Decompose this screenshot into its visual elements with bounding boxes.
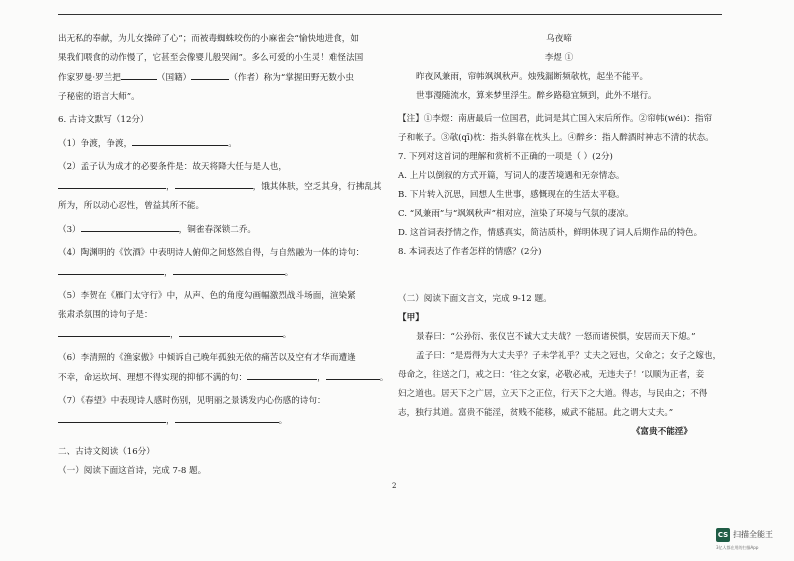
poem-title: 乌夜啼 xyxy=(546,34,572,44)
page-number: 2 xyxy=(392,482,397,490)
section-2-part-2: （二）阅读下面文言文，完成 9-12 题。 xyxy=(398,294,552,304)
poem-author: 李煜 ① xyxy=(544,53,574,63)
q6-6-prompt: 不幸，命运坎坷、理想不得实现的抑郁不满的句： xyxy=(58,373,248,383)
q6-1-end: 。 xyxy=(228,139,237,149)
q6-3-end: ，铜雀春深锁二乔。 xyxy=(178,225,257,235)
q6-2-rest: ，饿其体肤，空乏其身，行拂乱其 xyxy=(252,182,382,192)
classical-text-line-1: 景春曰：“公孙衍、张仪岂不诚大丈夫哉？一怒而诸侯惧，安居而天下熄。” xyxy=(416,332,696,342)
text-source: 《富贵不能淫》 xyxy=(631,427,692,437)
question-6-7: （7）《春望》中表现诗人感时伤别，见明丽之景诱发内心伤感的诗句： xyxy=(58,396,326,406)
question-6-5-line-2: 张肃杀氛围的诗句子是： xyxy=(58,310,153,320)
q6-5-comma: ， xyxy=(170,330,179,340)
q6-2-comma: ， xyxy=(166,182,175,192)
question-8: 8. 本词表达了作者怎样的情感？(2分) xyxy=(398,247,542,257)
question-6-2-line-2 xyxy=(58,177,398,197)
q6-6-end: 。 xyxy=(379,373,389,383)
blank-q6-6b xyxy=(326,368,380,380)
question-6-2 xyxy=(58,158,398,177)
poem-note-2: 子和帐子。③欹(qī)枕：指头斜靠在枕头上。④醉乡：指人醉酒时神志不清的状态。 xyxy=(398,133,714,143)
poem-verse-2: 世事漫随流水，算来梦里浮生。醉乡路稳宜频到，此外不堪行。 xyxy=(416,91,657,101)
passage-line-1: 出无私的奉献，为儿女操碎了心”；而被毒蜘蛛咬伤的小麻雀会“愉快地进食，如 xyxy=(58,34,359,44)
blank-nationality xyxy=(191,68,229,80)
blank-q6-5a xyxy=(58,325,170,337)
option-a: A. 上片以倒叙的方式开篇，写词人的凄苦境遇和无奈情态。 xyxy=(398,171,625,181)
question-6-3 xyxy=(58,220,398,240)
classical-text-line-5: 志，独行其道。富贵不能淫，贫贱不能移，威武不能屈。此之谓大丈夫。” xyxy=(398,408,674,418)
q6-2-prompt: （2）孟子认为成才的必要条件是：故天将降大任与是人也， xyxy=(58,162,287,172)
blank-author xyxy=(121,68,157,80)
text-a-label: 【甲】 xyxy=(398,313,424,323)
blank-q6-3 xyxy=(81,220,179,232)
passage-line-3 xyxy=(58,68,398,88)
q6-7-comma: ， xyxy=(166,416,175,426)
q6-1-prompt: （1）争渡，争渡， xyxy=(58,139,133,149)
passage-line-4: 子秘密的语言大师”。 xyxy=(58,92,140,102)
q6-4-comma: ， xyxy=(164,268,173,278)
question-6-2-line-3: 所为，所以动心忍性，曾益其所不能。 xyxy=(58,201,205,211)
question-6-heading: 6. 古诗文默写（12分） xyxy=(58,115,149,125)
section-2-heading: 二、古诗文阅读（16分） xyxy=(58,447,155,457)
blank-q6-1 xyxy=(132,134,228,146)
classical-text-line-4: 妇之道也。居天下之广居，立天下之正位，行天下之大道。得志，与民由之；不得 xyxy=(398,389,708,399)
watermark-tagline: 3亿人都在用的扫描App xyxy=(716,545,759,550)
option-d: D. 这首词表抒情之作，情感真实，简洁质朴，鲜明体现了词人后期作品的特色。 xyxy=(398,228,703,238)
blank-q6-7b xyxy=(175,411,279,423)
question-6-1 xyxy=(58,134,398,154)
camscanner-logo-icon: CS xyxy=(716,528,730,542)
blank-q6-4a xyxy=(58,263,164,275)
blank-q6-6a xyxy=(247,368,317,380)
blank-q6-2b xyxy=(175,177,253,189)
poem-note-1: 【注】①李煜：南唐最后一位国君，此词是其亡国入宋后所作。②帘帏(wéi)：指帘 xyxy=(398,114,713,124)
blank-q6-2a xyxy=(58,177,166,189)
q6-4-end: 。 xyxy=(284,268,294,278)
q6-3-prompt: （3） xyxy=(58,225,81,235)
q6-7-end: 。 xyxy=(278,416,288,426)
left-column xyxy=(58,30,398,481)
scanner-watermark xyxy=(716,528,790,558)
question-6-5-answer xyxy=(58,325,398,345)
q6-6-comma: ， xyxy=(317,373,326,383)
top-rule xyxy=(58,14,722,15)
question-6-6-line-2 xyxy=(58,368,398,388)
q6-5-end: 。 xyxy=(282,330,292,340)
passage-line-3-end: （作者）称为“掌握田野无数小虫 xyxy=(229,73,354,83)
blank-q6-5b xyxy=(179,325,283,337)
classical-text-line-2: 孟子曰：“是焉得为大丈夫乎？子未学礼乎？丈夫之冠也，父命之；女子之嫁也， xyxy=(416,351,722,361)
right-column xyxy=(398,30,720,442)
blank-q6-4b xyxy=(173,263,285,275)
classical-text-line-3: 母命之，往送之门，戒之曰：‘往之女家，必敬必戒，无违夫子！’以顺为正者，妾 xyxy=(398,370,705,380)
option-b: B. 下片转入沉思，回想人生世事，感慨现在的生活太平稳。 xyxy=(398,190,625,200)
question-7: 7. 下列对这首词的理解和赏析不正确的一项是（ ）(2分) xyxy=(398,152,613,162)
passage-line-2: 果我们喂食的动作慢了，它甚至会像婴儿般哭闹”。多么可爱的小生灵！难怪法国 xyxy=(58,53,364,63)
passage-line-3-start: 作家罗曼·罗兰把 xyxy=(58,73,121,83)
blank-q6-7a xyxy=(58,411,166,423)
watermark-name: 扫描全能王 xyxy=(733,530,773,539)
question-6-5: （5）李贺在《雁门太守行》中，从声、色的角度勾画幅激烈战斗场面，渲染紧 xyxy=(58,291,356,301)
question-6-4: （4）陶渊明的《饮酒》中表明诗人俯仰之间悠然自得，与自然融为一体的诗句： xyxy=(58,248,365,258)
poem-verse-1: 昨夜风兼雨，帘帏飒飒秋声。烛残漏断频欹枕，起坐不能平。 xyxy=(416,72,649,82)
question-6-6: （6）李清照的《渔家傲》中倾诉自己晚年孤独无依的痛苦以及空有才华而遭逢 xyxy=(58,353,356,363)
question-6-7-answer xyxy=(58,411,398,431)
passage-nationality: （国籍） xyxy=(156,73,192,83)
section-2-part-1: （一）阅读下面这首诗，完成 7-8 题。 xyxy=(58,466,207,476)
option-c: C. “风兼雨”与“飒飒秋声”相对应，渲染了环境与气氛的凄凉。 xyxy=(398,209,634,219)
question-6-4-answer xyxy=(58,263,398,283)
